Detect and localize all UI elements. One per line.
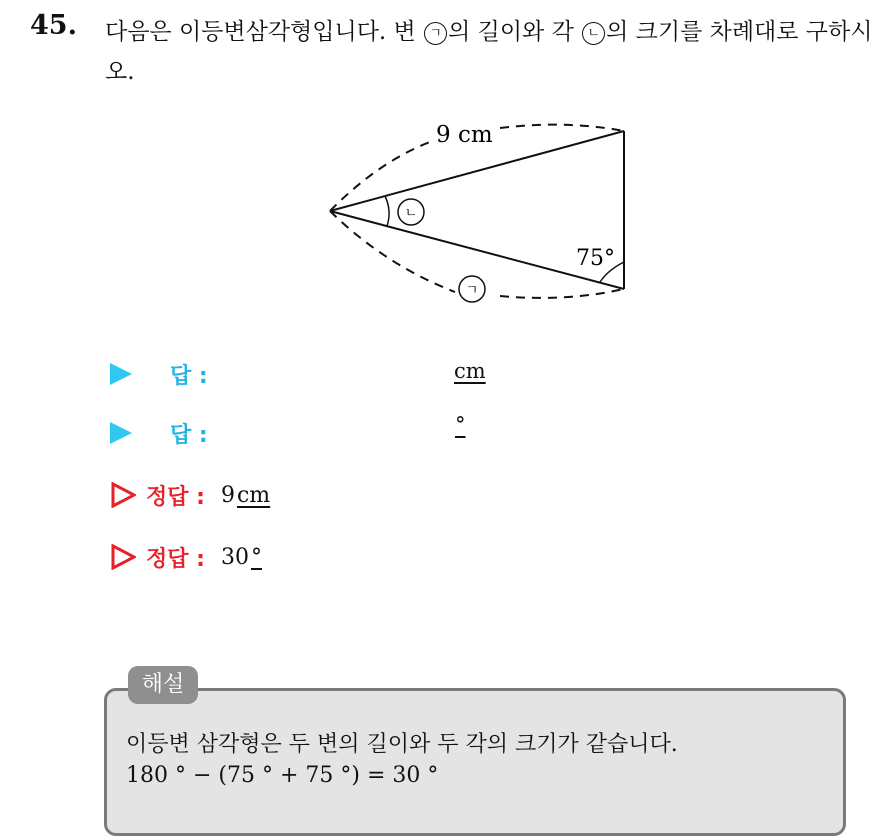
play-marker-icon bbox=[110, 363, 132, 385]
nieun-circle-mark: ㄴ bbox=[582, 22, 605, 45]
answer-unit-degree[interactable]: ° bbox=[455, 413, 466, 437]
question-number: 45. bbox=[30, 10, 77, 41]
question-text-part1: 다음은 이등변삼각형입니다. 변 bbox=[105, 19, 424, 45]
correct-answer-row-1 bbox=[110, 478, 270, 512]
answer-unit-cm[interactable]: cm bbox=[454, 359, 486, 383]
answer-label: 답 : bbox=[170, 363, 208, 389]
explanation-box bbox=[104, 688, 846, 836]
correct-answer-value: 9 bbox=[220, 482, 235, 508]
correct-answer-unit: cm bbox=[236, 482, 271, 508]
outline-play-marker-icon bbox=[110, 544, 136, 570]
giyeok-circle-mark: ㄱ bbox=[424, 22, 447, 45]
play-marker-icon bbox=[110, 422, 132, 444]
explanation-tag: 해설 bbox=[128, 666, 198, 704]
answer-row-2 bbox=[110, 416, 208, 450]
question-text-part2: 의 길이와 각 bbox=[448, 19, 582, 45]
correct-answer-row-2 bbox=[110, 540, 262, 574]
base-angle-label: 75° bbox=[576, 246, 615, 271]
explanation-line-2: 180 ° − (75 ° + 75 °) = 30 ° bbox=[126, 763, 439, 788]
apex-angle-arc bbox=[385, 196, 389, 226]
outline-play-marker-icon bbox=[110, 482, 136, 508]
explanation-line-1: 이등변 삼각형은 두 변의 길이와 두 각의 크기가 같습니다. bbox=[126, 732, 678, 757]
question-text-part3: 의 크기를 차례대로 구하시오. bbox=[105, 19, 873, 85]
correct-answer-label: 정답 : bbox=[146, 484, 205, 510]
correct-answer-label: 정답 : bbox=[146, 546, 205, 572]
correct-answer-unit: ° bbox=[250, 544, 262, 570]
answer-row-1 bbox=[110, 357, 208, 391]
isosceles-triangle-figure bbox=[0, 0, 884, 340]
correct-answer-value: 30 bbox=[220, 544, 249, 570]
answer-label: 답 : bbox=[170, 422, 208, 448]
giyeok-side-mark-text: ㄱ bbox=[465, 283, 479, 298]
nieun-angle-mark-text: ㄴ bbox=[404, 206, 418, 221]
side-length-label: 9 cm bbox=[436, 122, 493, 148]
